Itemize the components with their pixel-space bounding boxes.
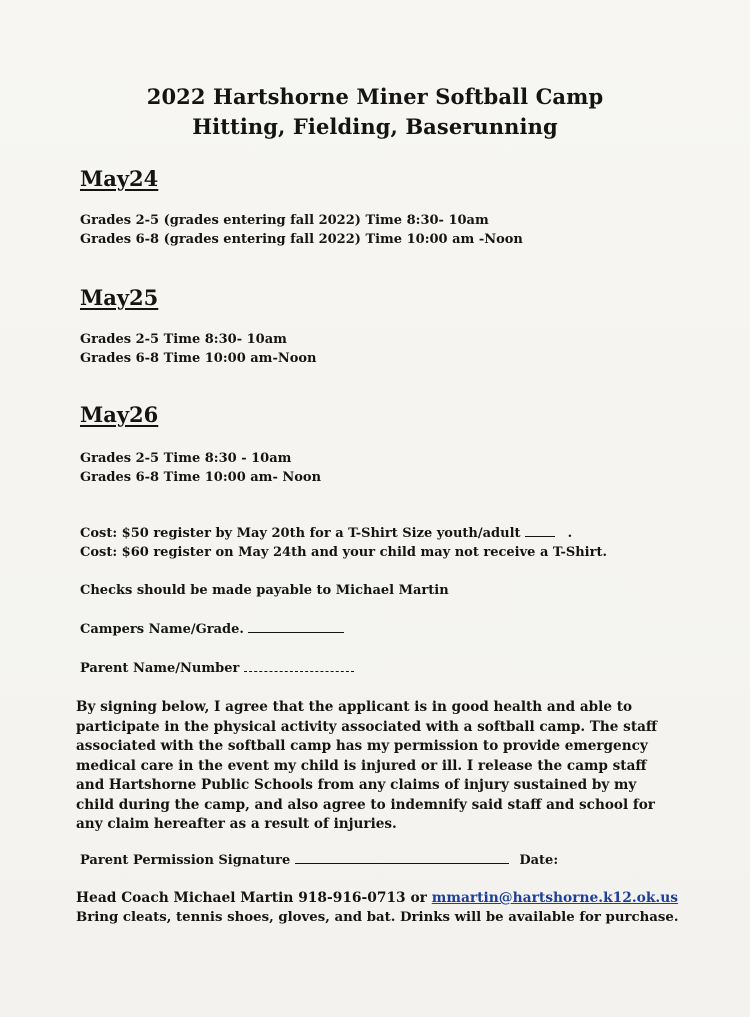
parent-label: Parent Name/Number: [80, 661, 240, 676]
campers-blank[interactable]: [248, 622, 344, 633]
campers-field: [80, 622, 344, 637]
session-date: May25: [80, 285, 159, 310]
coach-text: Head Coach Michael Martin 918-916-0713 or: [76, 890, 427, 906]
campers-label: Campers Name/Grade.: [80, 622, 244, 637]
date-label: Date:: [519, 853, 559, 868]
session-date: May26: [80, 402, 159, 427]
parent-field: [80, 661, 354, 676]
session-line: Grades 6-8 (grades entering fall 2022) Time 10:00 am -Noon: [80, 232, 523, 247]
session-line: Grades 2-5 Time 8:30- 10am: [80, 332, 287, 347]
cost-line: [80, 526, 572, 541]
cost-line: Cost: $60 register on May 24th and your child may not receive a T-Shirt.: [80, 545, 607, 560]
coach-contact: [76, 890, 678, 906]
parent-blank[interactable]: [244, 661, 354, 672]
signature-label: Parent Permission Signature: [80, 853, 291, 868]
tshirt-size-blank[interactable]: [525, 526, 555, 537]
cost-text: Cost: $50 register by May 20th for a T-Shirt Size youth/adult: [80, 526, 521, 541]
signature-blank[interactable]: [295, 853, 509, 864]
flyer-subtitle: Hitting, Fielding, Baserunning: [192, 114, 558, 139]
session-line: Grades 2-5 (grades entering fall 2022) Time 8:30- 10am: [80, 213, 489, 228]
session-line: Grades 6-8 Time 10:00 am-Noon: [80, 351, 317, 366]
bring-note: Bring cleats, tennis shoes, gloves, and bat. Drinks will be available for purchase.: [76, 910, 679, 925]
session-date: May24: [80, 166, 159, 191]
signature-row: [80, 853, 558, 868]
waiver-text: By signing below, I agree that the applicant is in good health and able to participate in the physical activity associated with a softball camp. The staff associated with the softball camp has my permission to provide emergency medical care in the event my child is injured or ill. I release the camp staff and Hartshorne Public Schools from any claims of injury sustained by my child during the camp, and also agree to indemnify said staff and school for any claim hereafter as a result of injuries.: [76, 699, 658, 832]
flyer-title: 2022 Hartshorne Miner Softball Camp: [146, 84, 604, 109]
cost-period: .: [567, 526, 573, 541]
coach-email-link[interactable]: mmartin@hartshorne.k12.ok.us: [431, 890, 679, 906]
checks-note: Checks should be made payable to Michael Martin: [80, 583, 449, 598]
session-line: Grades 6-8 Time 10:00 am- Noon: [80, 470, 322, 485]
session-line: Grades 2-5 Time 8:30 - 10am: [80, 451, 292, 466]
